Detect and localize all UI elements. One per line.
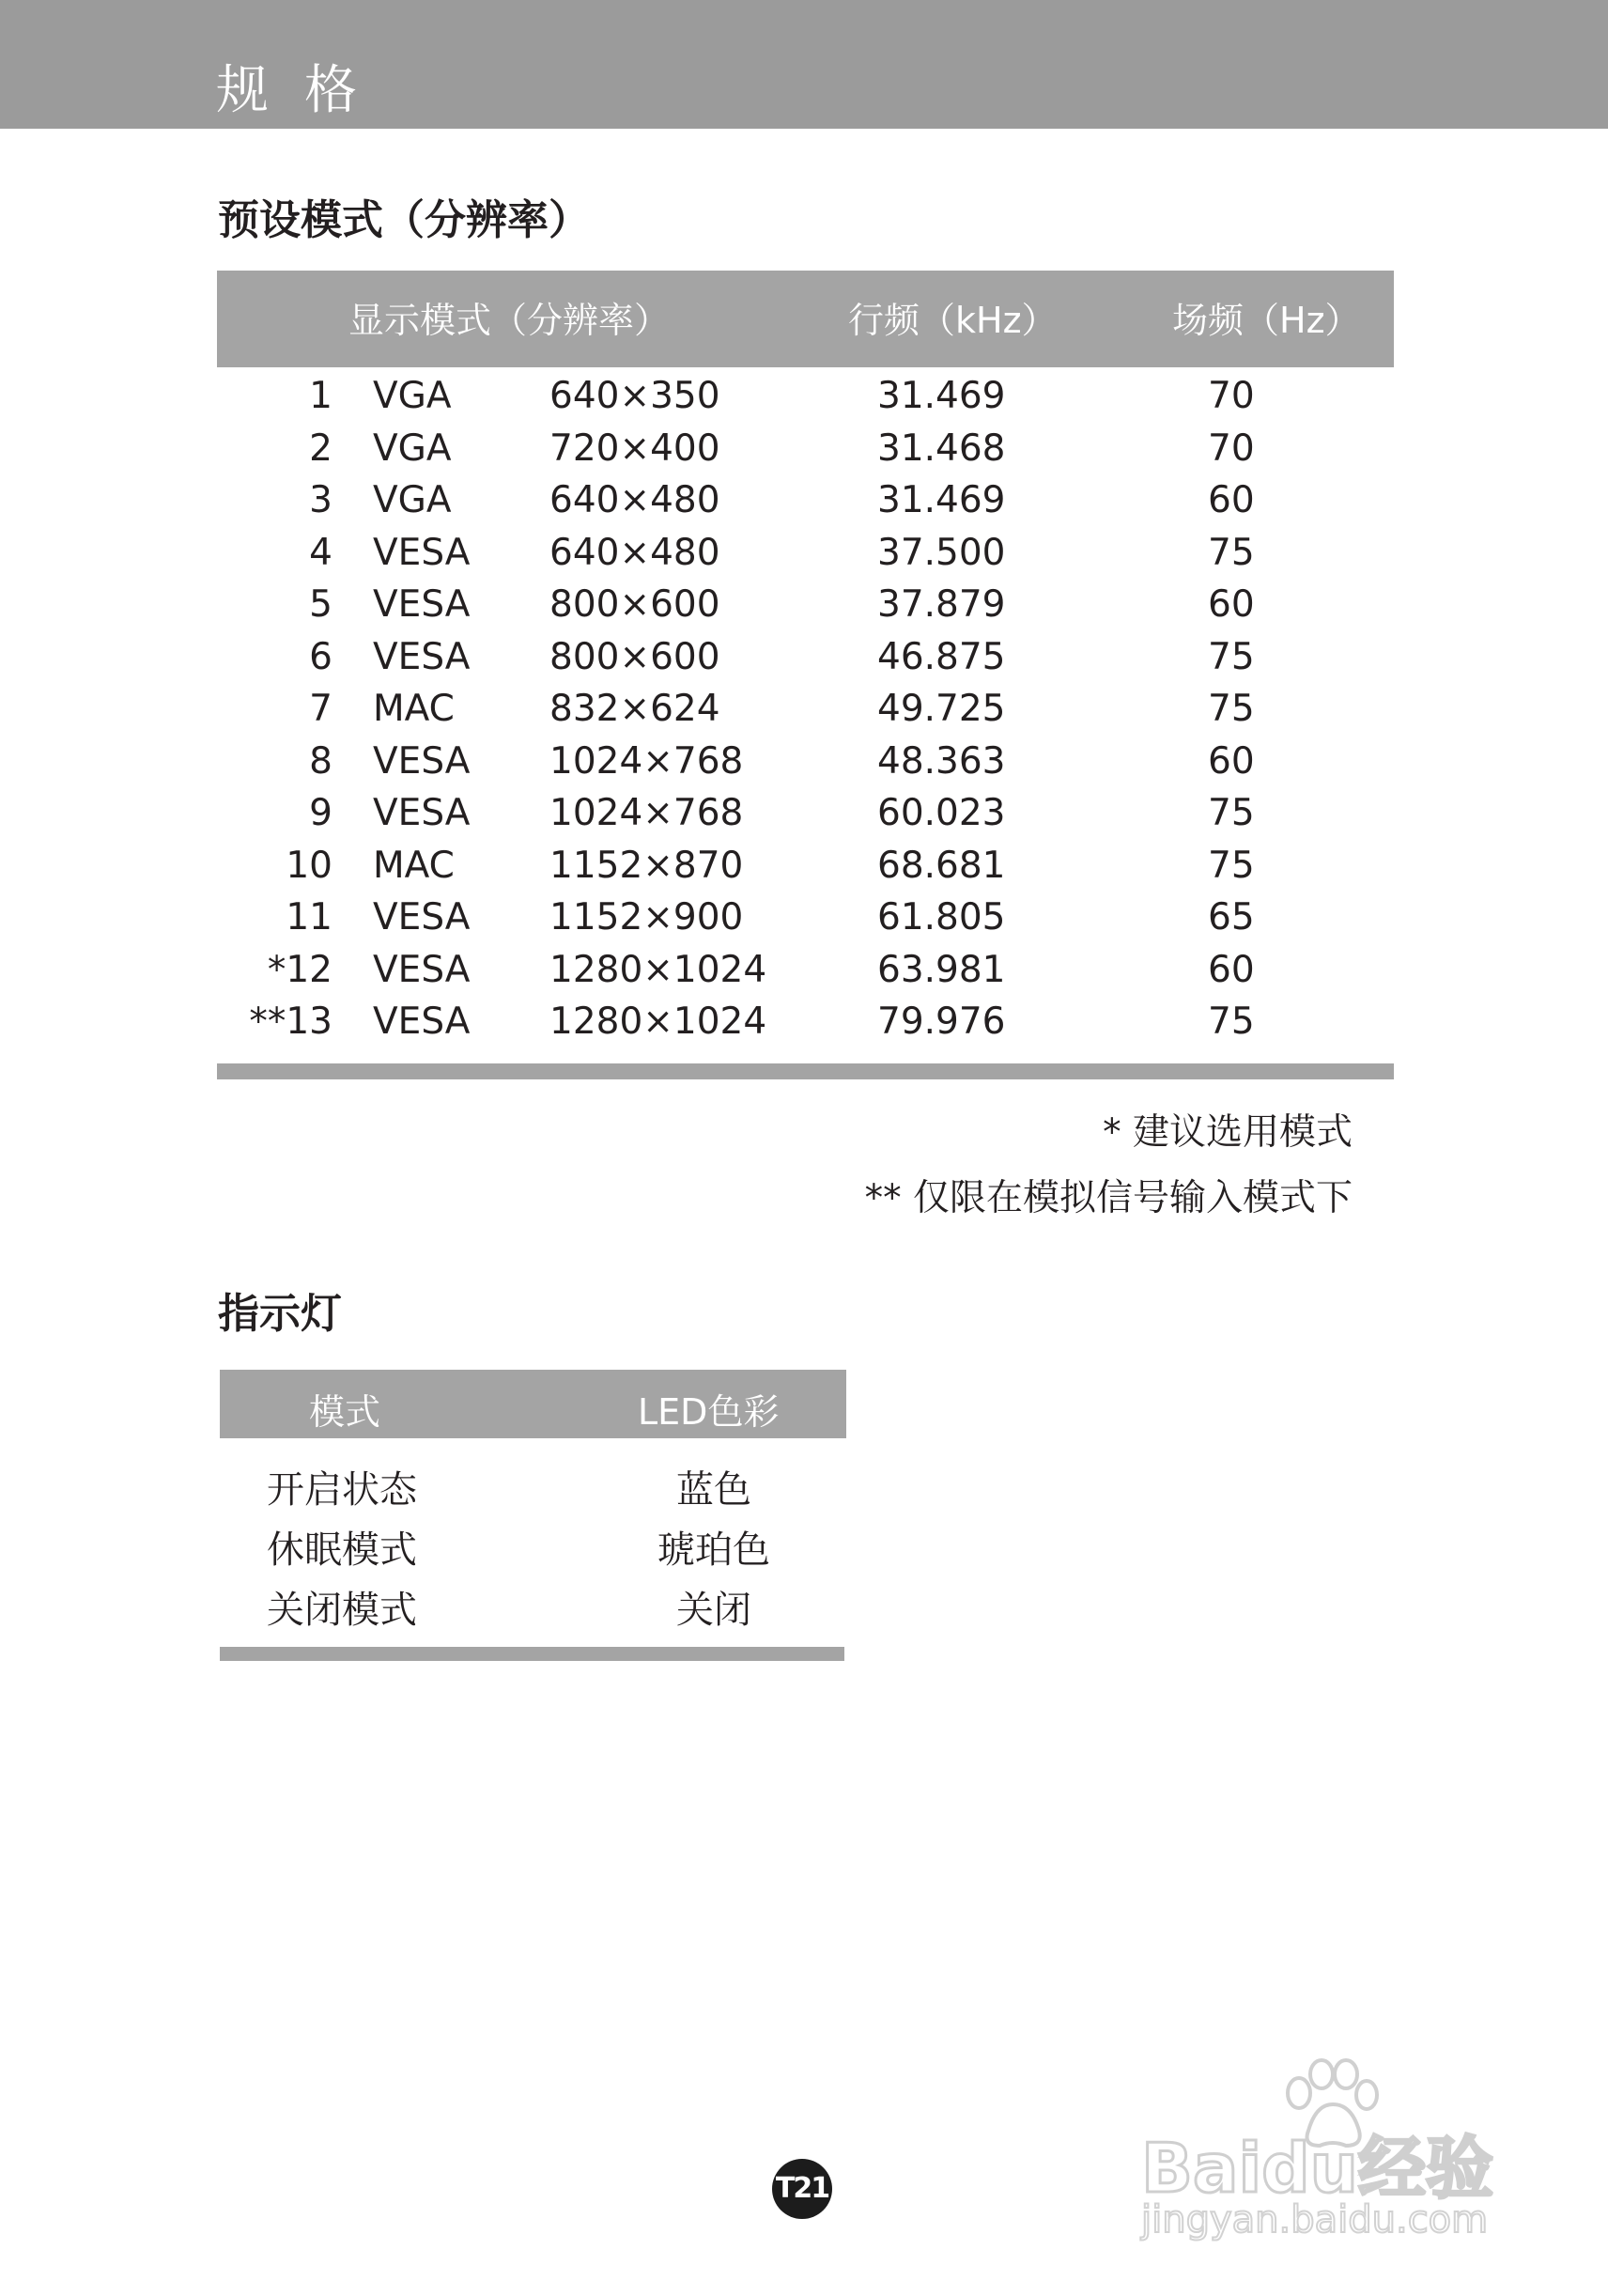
led-mode: 休眠模式 [267,1528,417,1572]
mode-h-freq: 68.681 [877,844,1006,887]
mode-h-freq: 46.875 [877,635,1006,678]
mode-index: 5 [309,583,332,626]
column-header-mode: 模式 [309,1391,381,1433]
table-row [220,1576,846,1637]
mode-v-freq: 75 [1208,635,1255,678]
table-row [217,528,1394,581]
mode-h-freq: 79.976 [877,1001,1006,1043]
mode-h-freq: 31.469 [877,479,1006,521]
watermark-brand: Baidu经验 [1141,2129,1493,2208]
mode-index: 2 [309,427,332,470]
table-row [217,737,1394,789]
mode-resolution: 832×624 [549,688,720,730]
mode-index: 11 [286,896,332,939]
mode-standard: VESA [373,896,471,939]
mode-h-freq: 60.023 [877,792,1006,834]
column-header-h-freq: 行频（kHz） [848,300,1058,341]
led-mode: 开启状态 [267,1468,417,1512]
mode-h-freq: 49.725 [877,688,1006,730]
table-row [217,371,1394,424]
mode-v-freq: 75 [1208,844,1255,887]
indicator-title: 指示灯 [218,1290,342,1338]
baidu-watermark [1141,2057,1517,2245]
table-row [220,1456,846,1516]
mode-v-freq: 65 [1208,896,1255,939]
mode-standard: VESA [373,531,471,574]
mode-index: 9 [309,792,332,834]
mode-v-freq: 75 [1208,792,1255,834]
mode-v-freq: 60 [1208,479,1255,521]
mode-resolution: 800×600 [549,583,720,626]
mode-standard: VESA [373,583,471,626]
preset-modes-table-body [217,371,1394,1049]
mode-resolution: 640×350 [549,375,720,417]
table-row [217,580,1394,632]
mode-resolution: 640×480 [549,531,720,574]
led-mode: 关闭模式 [267,1589,417,1632]
mode-standard: VESA [373,635,471,678]
mode-v-freq: 70 [1208,427,1255,470]
table-row [217,892,1394,945]
mode-v-freq: 60 [1208,739,1255,783]
mode-index: *12 [267,948,332,991]
table-row [217,632,1394,685]
column-header-display-mode: 显示模式（分辨率） [348,300,671,341]
mode-standard: VESA [373,948,471,991]
preset-modes-table-header [217,271,1394,367]
mode-v-freq: 75 [1208,1001,1255,1043]
table-row [217,945,1394,998]
led-table-header [220,1370,846,1438]
preset-modes-title: 预设模式（分辨率） [218,196,590,244]
led-color: 琥珀色 [657,1528,770,1572]
mode-resolution: 1024×768 [549,739,744,783]
mode-h-freq: 61.805 [877,896,1006,939]
table-row [220,1516,846,1576]
led-table-body [220,1456,846,1637]
table-row [217,424,1394,476]
mode-resolution: 1280×1024 [549,1001,767,1043]
mode-standard: VESA [373,792,471,834]
page-title: 规格 [216,60,393,121]
page-number-badge: T21 [772,2159,832,2219]
mode-index: 4 [309,531,332,574]
mode-resolution: 800×600 [549,635,720,678]
mode-standard: VGA [373,375,452,417]
header-band [0,0,1608,129]
footnote-recommended: * 建议选用模式 [1103,1111,1353,1154]
mode-standard: VGA [373,479,452,521]
mode-index: **13 [249,1001,332,1043]
mode-h-freq: 31.469 [877,375,1006,417]
mode-h-freq: 31.468 [877,427,1006,470]
mode-h-freq: 63.981 [877,948,1006,991]
led-color: 蓝色 [676,1468,751,1512]
mode-resolution: 640×480 [549,479,720,521]
mode-standard: VESA [373,1001,471,1043]
column-header-v-freq: 场频（Hz） [1172,300,1361,341]
led-table-rule [220,1647,844,1661]
watermark-url: jingyan.baidu.com [1141,2198,1489,2242]
mode-standard: VESA [373,739,471,783]
led-color: 关闭 [676,1589,751,1632]
table-row [217,475,1394,528]
mode-resolution: 720×400 [549,427,720,470]
mode-h-freq: 37.879 [877,583,1006,626]
mode-index: 3 [309,479,332,521]
table-row [217,997,1394,1049]
table-row [217,684,1394,737]
mode-v-freq: 60 [1208,583,1255,626]
table-row [217,788,1394,841]
mode-index: 1 [309,375,332,417]
mode-resolution: 1280×1024 [549,948,767,991]
mode-standard: MAC [373,844,455,887]
mode-index: 6 [309,635,332,678]
preset-modes-table-rule [217,1063,1394,1079]
mode-v-freq: 75 [1208,688,1255,730]
mode-standard: MAC [373,688,455,730]
mode-index: 10 [286,844,332,887]
column-header-led-color: LED色彩 [638,1391,780,1433]
mode-standard: VGA [373,427,452,470]
mode-v-freq: 70 [1208,375,1255,417]
mode-v-freq: 75 [1208,531,1255,574]
mode-resolution: 1152×900 [549,896,744,939]
mode-v-freq: 60 [1208,948,1255,991]
mode-index: 7 [309,688,332,730]
mode-h-freq: 48.363 [877,739,1006,783]
mode-h-freq: 37.500 [877,531,1006,574]
footnote-analog-only: ** 仅限在模拟信号输入模式下 [864,1177,1353,1219]
mode-resolution: 1024×768 [549,792,744,834]
table-row [217,841,1394,893]
mode-resolution: 1152×870 [549,844,744,887]
mode-index: 8 [309,739,332,783]
